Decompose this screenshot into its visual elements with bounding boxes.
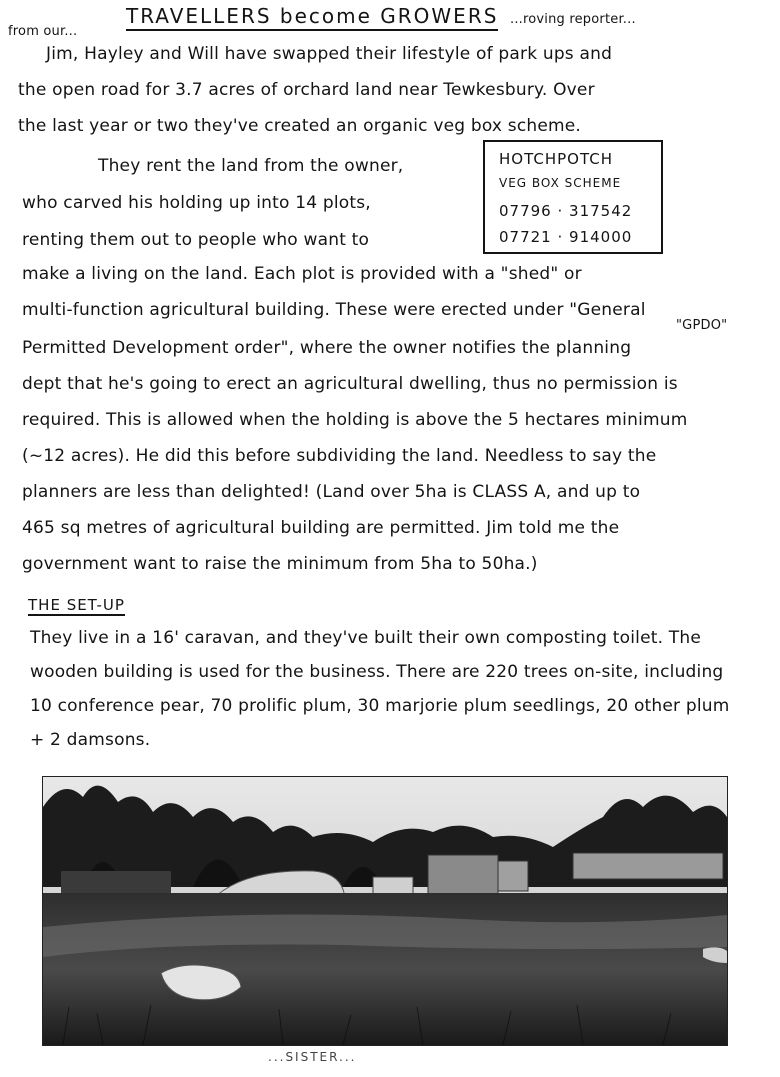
body-line-11: required. This is allowed when the holding is above the 5 hectares minimum [22,410,688,430]
body-line-9: Permitted Development order", where the owner notifies the planning [22,338,632,358]
setup-line-2: wooden building is used for the business. There are 220 trees on-site, including [30,662,724,682]
header-prefix: from our... [8,24,78,39]
body-line-4: They rent the land from the owner, [98,156,404,176]
contact-box [483,140,663,254]
setup-line-1: They live in a 16' caravan, and they've built their own composting toilet. The [30,628,702,648]
gpdo-annotation: "GPDO" [676,318,728,333]
setup-heading: THE SET-UP [28,596,125,614]
body-line-10: dept that he's going to erect an agricultural dwelling, thus no permission is [22,374,678,394]
body-line-1: Jim, Hayley and Will have swapped their lifestyle of park ups and [46,44,613,64]
body-line-15: government want to raise the minimum from 5ha to 50ha.) [22,554,538,574]
contact-phone-1: 07796 · 317542 [499,202,633,220]
body-line-3: the last year or two they've created an organic veg box scheme. [18,116,582,136]
contact-name: HOTCHPOTCH [499,150,614,168]
article-title: TRAVELLERS become GROWERS [126,4,498,31]
setup-line-4: + 2 damsons. [30,730,151,750]
orchard-photo [42,776,728,1046]
body-line-12: (~12 acres). He did this before subdividing the land. Needless to say the [22,446,657,466]
body-line-7: make a living on the land. Each plot is provided with a "shed" or [22,264,582,284]
body-line-13: planners are less than delighted! (Land over 5ha is CLASS A, and up to [22,482,641,502]
setup-line-3: 10 conference pear, 70 prolific plum, 30 marjorie plum seedlings, 20 other plum [30,696,730,716]
body-line-2: the open road for 3.7 acres of orchard land near Tewkesbury. Over [18,80,595,100]
page-footer: ...SISTER... [268,1050,357,1064]
contact-phone-2: 07721 · 914000 [499,228,633,246]
header-suffix: ...roving reporter... [510,12,636,27]
body-line-6: renting them out to people who want to [22,230,370,250]
body-line-5: who carved his holding up into 14 plots, [22,193,371,213]
orchard-photo-svg [43,777,727,1045]
contact-subtitle: VEG BOX SCHEME [499,176,622,190]
body-line-8: multi-function agricultural building. These were erected under "General [22,300,646,320]
body-line-14: 465 sq metres of agricultural building are permitted. Jim told me the [22,518,620,538]
